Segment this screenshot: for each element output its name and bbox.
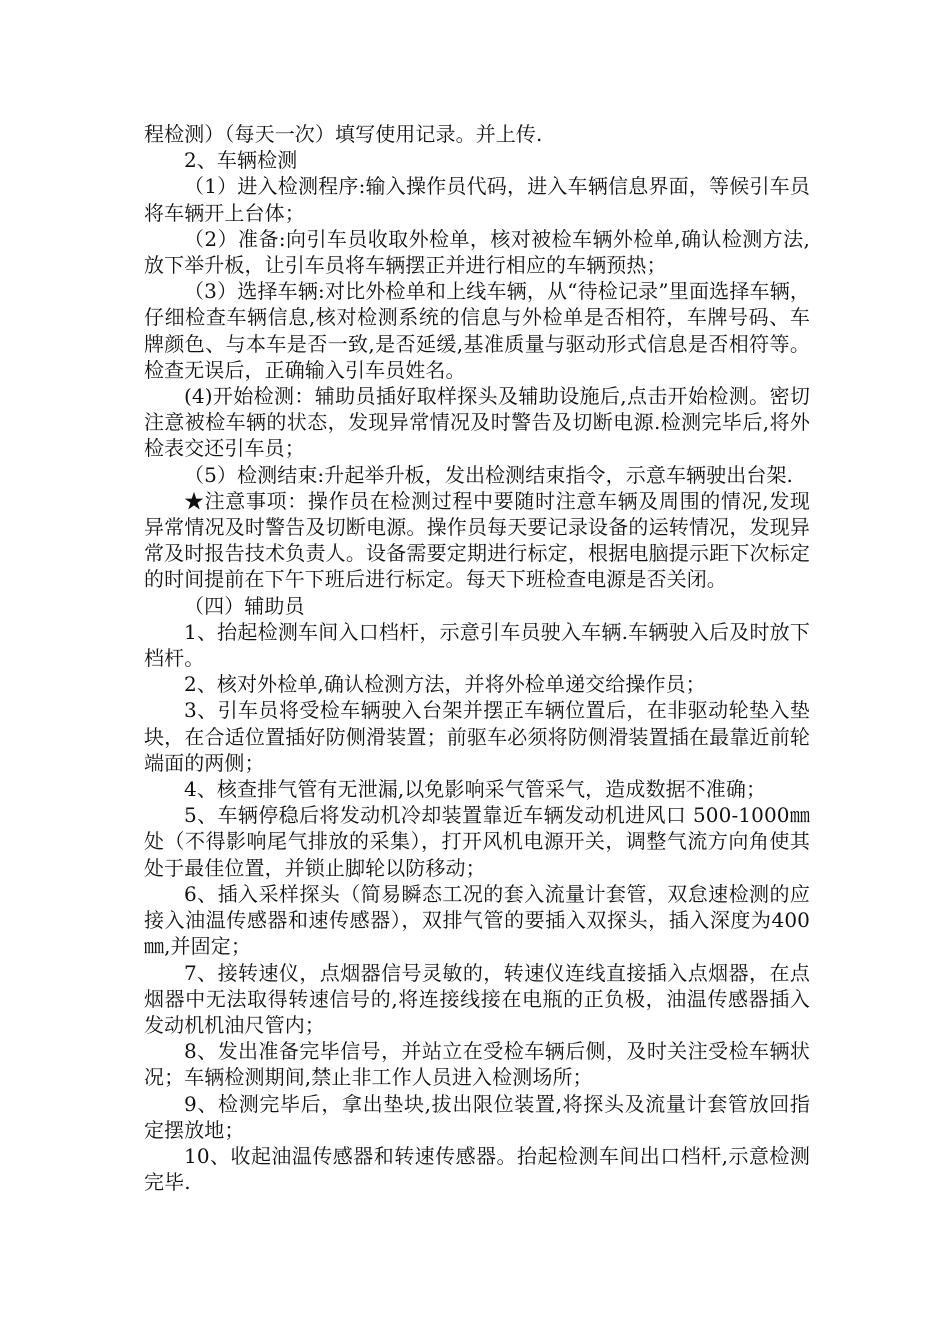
paragraph-assistant-7: 7、接转速仪，点烟器信号灵敏的，转速仪连线直接插入点烟器，在点烟器中无法取得转速信号的,将连接线接在电瓶的正负极，油温传感器插入发动机机油尺管内； [144, 960, 810, 1037]
paragraph-assistant-6: 6、插入采样探头（简易瞬态工况的套入流量计套管，双怠速检测的应接入油温传感器和速传感器），双排气管的要插入双探头，插入深度为400㎜,并固定； [144, 881, 810, 959]
paragraph-notice: ★注意事项：操作员在检测过程中要随时注意车辆及周围的情况,发现异常情况及时警告及切断电源。操作员每天要记录设备的运转情况，发现异常及时报告技术负责人。设备需要定期进行标定，根据电脑提示距下次标定的时间提前在下午下班后进行标定。每天下班检查电源是否关闭。 [144, 488, 810, 592]
paragraph-assistant-9: 9、检测完毕后，拿出垫块,拔出限位装置,将探头及流量计套管放回指定摆放地； [144, 1091, 810, 1142]
paragraph-assistant-10: 10、收起油温传感器和转速传感器。抬起检测车间出口档杆,示意检测完毕. [144, 1143, 810, 1195]
paragraph-assistant-8: 8、发出准备完毕信号，并站立在受检车辆后侧，及时关注受检车辆状况；车辆检测期间,禁止非工作人员进入检测场所； [144, 1039, 810, 1090]
document-body [144, 121, 810, 1195]
paragraph-step-4: (4)开始检测：辅助员插好取样探头及辅助设施后,点击开始检测。密切注意被检车辆的状态，发现异常情况及时警告及切断电源.检测完毕后,将外检表交还引车员； [144, 384, 810, 461]
paragraph-assistant-4: 4、核查排气管有无泄漏,以免影响采气管采气，造成数据不准确； [184, 777, 767, 802]
paragraph-step-3: （3）选择车辆:对比外检单和上线车辆，从“待检记录”里面选择车辆，仔细检查车辆信息,核对检测系统的信息与外检单是否相符，车牌号码、车牌颜色、与本车是否一致,是否延缓,基准质量与驱动形式信息是否相符等。检查无误后，正确输入引车员姓名。 [144, 279, 810, 382]
paragraph-assistant-5: 5、车辆停稳后将发动机冷却装置靠近车辆发动机进风口 500-1000㎜ 处（不得影响尾气排放的采集），打开风机电源开关，调整气流方向角使其处于最佳位置，并锁止脚轮以防移动； [144, 803, 810, 880]
section-heading-vehicle-inspection: 2、车辆检测 [184, 148, 298, 173]
paragraph-assistant-3: 3、引车员将受检车辆驶入台架并摆正车辆位置后，在非驱动轮垫入垫块，在合适位置插好防侧滑装置；前驱车必须将防侧滑装置插在最靠近前轮端面的两侧； [144, 698, 810, 775]
paragraph-step-5: （5）检测结束:升起举升板，发出检测结束指令，示意车辆驶出台架. [184, 462, 794, 487]
paragraph-continuation: 程检测）（每天一次）填写使用记录。并上传. [144, 122, 543, 146]
paragraph-step-2: （2）准备:向引车员收取外检单，核对被检车辆外检单,确认检测方法,放下举升板，让引车员将车辆摆正并进行相应的车辆预热； [144, 226, 810, 278]
paragraph-assistant-2: 2、核对外检单,确认检测方法，并将外检单递交给操作员； [184, 672, 706, 697]
paragraph-assistant-1: 1、抬起检测车间入口档杆，示意引车员驶入车辆.车辆驶入后及时放下档杆。 [144, 619, 810, 671]
paragraph-step-1: （1）进入检测程序:输入操作员代码，进入车辆信息界面，等候引车员将车辆开上台体； [144, 174, 810, 225]
section-heading-assistant: （四）辅助员 [184, 593, 305, 618]
